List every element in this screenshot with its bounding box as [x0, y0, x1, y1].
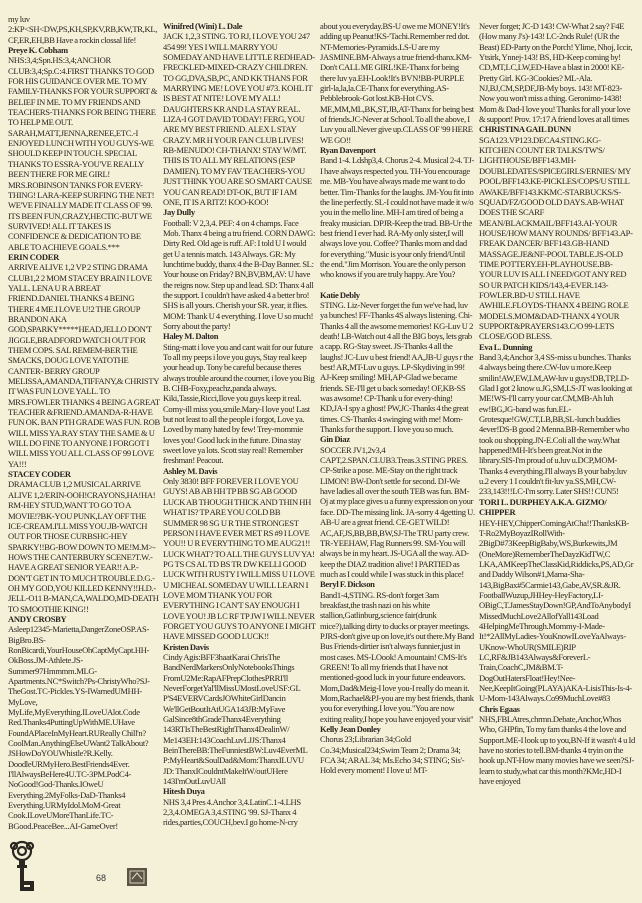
entry-text: Band1-4,STING. RS-don't forget 3am breakfast,the trash nazi on his white stallion,Gatlinburg,science fair(drunk mice?),talking dirty to ducks or prayer meetings. PJRS-don't give up on love,it's out there.My Band Bus Friends-dirtier isn't always funnier,just in most cases. MS-LOook! A mountain! CMS-It's GREEN! To all my friends that I have not mentioned-good luck in your future endeavors. Mom,Dad&Meig-I love you-I really do mean it. Mom,Rachael&PJ-you are my best friends, thank you for everything.I love you."You are now exiting reality,I hope you have enjoyed your visit" [320, 589, 474, 724]
senior-entry [320, 21, 475, 145]
entry-text: JACK 1,2,3 STING. TO RJ, I LOVE YOU 247 454 99! YES I WILL MARRY YOU SOMEDAY AND HAVE LITTLE REDHEAD-FRECKLED-MIXED-CRAZY CHILDREN. TO GG,DVA,SB,PC, AND KK THANS FOR MARRYING ME! LOVE YOU #73. KOHL IT IS BEST AT NITE! LOVE MY ALL! DAUGHTERS KR AND LA STAY REAL. LIZA-I GOT DAVID TODAY! FERG, YOU ARE MY BEST FRIEND. ALEX L STAY CRAZY. MR H YOUR FAN CLUB LIVES! RB-MENUDO! CH-THANX! STAY W/MT. THIS IS TO ALL MY RELATIONS (ESP DAMIEN). TO MY FAV TEACHERS-YOU JUST THINK YOU ARE SO SMART CAUSE YOU CAN READ! DT-OK, BUT IF I AM ONE, IT IS A RITZ! KOO-KOO! [163, 31, 315, 207]
student-name: ERIN CODER [8, 251, 59, 262]
senior-entry [8, 614, 161, 831]
student-name: Eva L. Dunning [479, 341, 533, 352]
spacer [320, 280, 475, 290]
student-name: TORI L. DURPHEY A.K.A. GIZMO/ CHIPPER [479, 496, 607, 518]
senior-entry [320, 290, 475, 435]
senior-entry [8, 14, 161, 45]
senior-entry [8, 469, 161, 614]
student-name: STACEY CODER [8, 469, 71, 480]
entry-text: NHS:3,4;Spn.HS:3,4;ANCHOR CLUB:3,4;Sp.C:4.FIRST THANKS TO GOD FOR HIS GUIDANCE OVER ME. TO MY FAMILY-THANKS FOR YOUR SUPPORT & BELIEF IN ME. TO MY FRIENDS AND TEACHERS-THANKS FOR BEING THERE TO HELP ME OUT. SARAH,MATT,JENNA,RENEE,ETC.-I ENJOYED LUNCH WITH YOU GUYS-WE SHOULD KEEP IN TOUCH. SPECIAL THANKS TO ESSRA-YOU'VE REALLY BEEN THERE FOR ME GIRL! MRS.ROBINSON TANKS FOR EVERY-THING! LARA-KEEP SURFING THE NET! WE'VE FINALLY MADE IT CLASS OF '99. ITS BEEN FUN,CRAZY,HECTIC-BUT WE SURVIVED! ALL IT TAKES IS CONFIDENCE & DEDICATION TO BE ABLE TO ACHIEVE GOALS.*** [8, 55, 158, 252]
student-name: Katie Debly [320, 289, 360, 300]
entry-text: HEY-HEY,ChipperComingAtCha!!ThanksKB-T-Ro2MyBoyazIRollWith-2BigD#73KeepBigBaby,WS,Burkewits,JM (OneMore)RememberTheDayzKidTW,C LKA,AMKeepTheClassKid,Riddicks,PS,AD,Grand Daddy Wilson#1,Mama-Sha-143,BigBax#5Carmie143,Gabe,AV,SR.&JR. FootballWuzup,JHHey-HeyFactory,LI-OBigC,T.JamesStayDown!GP,AndToAnybodyI MissedMuchLove2AllofYall143Load 4HelpingMeThrough.Mommy-I-Made-It!*2AllMyLadies-YouKnowILoveYaAlways-UKnow-WhoUR(SMILE)RIP LC,RF&JB143Always&ForeverL-Train,CoachC,JM&BM.T-DogOutHatersFloat!Hey!Nee-Nee,KeepItGoing(PLAYA)AKA-LisisThis-Is-4-U-Mom-143Always.Co99MuchLove#83 [479, 517, 634, 704]
antique-key-icon [6, 837, 66, 899]
entry-text: Football: V 2,3,4. PEF: 4 on 4 champs. Face Mob. Thanx 4 being a tru friend. CORN DAWG: Dirty Red. Old age is ruff. AF: I told U I would get U a tennis match. 143 Always. GR: My lunchtime buddy, thanx 4 the B-Day Banner. SL: Your house on Friday? BN,BV,BM,AV: U have the reigns now. Step up and lead. SD: Thanx 4 all the support. I couldn't have asked 4 a better bro! SHS is all yours. Cherish your SR. year, it flies. MOM: Thank U 4 everything. I love U so much! Sorry about the party! [163, 217, 316, 331]
column-4 [479, 21, 635, 786]
entry-text: Band 3,4;Anchor 3,4 SS-miss u bunches. Thanks 4 always being there.CW-luv u more.Keep smilin!AW,EW,LM,AW-luv u guys!DB,TP,LD-Glad I got 2 know u.JG,SM,LS-JT was looking at ME!WS-I'll carry your car.CM,MB-Ah luh ew!BG,JG-band was fun.EL-Grotesque!GW,CT,LB,BB,SL-lunch buddies 4ever!DS-B good 2 Menna.BB-Remember who took ou shopping.JN-E.Coli all the way.What happened!MH-It's been great.Not in the library.SIS-I'm proud of u.luv u.DCP,MOM-Thanks 4 everything.I'll always B your baby.luv u.2 every 1 I couldn't fit-luv ya.SS,MH,CW-233,143!!!LC-I'm sorry. Later SHS!! CUN5! [479, 352, 633, 497]
senior-entry [320, 434, 475, 579]
senior-entry [479, 497, 635, 704]
senior-entry [479, 21, 635, 124]
column-1 [8, 14, 161, 831]
entry-text: Sting-matt i love you and cant wait for our future To all my peeps i love you guys, Stay real keep your head up. Tony be careful because theres always trouble around the courner, i love you Big B. CHB-Foxy,peachz,panda always. Kiki,Tassie,Ricci,Ilove you guys keep it real. Corny-ill miss you,smile.Mary-I love you! Last but not least to all the people i forgot, Love ya. Loved by many hated by few! Trey-mommie loves you! Good luck in the future. Dina stay sweet love ya lots. Scott stay real! Remember freshman! Peacout. [163, 341, 315, 466]
student-name: Jay Dully [163, 207, 195, 218]
stamp-seal-icon [126, 867, 148, 887]
senior-entry [163, 207, 316, 331]
entry-text: Chorus 23;Librarian 34;Gold Co.34;Musical234;Swim Team 2; Drama 34; FCA 34; ARAL 34; Ms.Echo 34; STING; Sis'-Hold every moment! I love u! MT- [320, 734, 465, 776]
entry-text: about you everyday.BS-U owe me MONEY!It's adding up Peanut!KS-'Tachi.Remember red dot. NT-Memories-Pyramids.LS-U are my JASMINE.BM-Always a true friend-thanx.KM-Don't CALL ME GIRL!KE-Thanx for being there luv ya.EH-Look!It's BVN!BB-PURPLE girl-la,la,la.CE-Thanx for everything.AS-Pebblebrook-Got lost.KB-Hot CVS. ME,MM,ML,BK,ST,JB,AT-Thanx for being best of friends.JC-Never at School. To all the above, I Luv you all.Never give up.CLASS OF '99 HERE WE GO!! [320, 21, 474, 145]
student-name: Haley M. Dalton [163, 331, 219, 342]
entry-text: Only 3830! BFF FOREVER I LOVE YOU GUYS! AB AB HH TP BB SG AB GOOD LUCK AB THOUGH THICK AND THIN HH WHAT IS? TP ARE YOU COLD BB SUMMER 98 SG U R THE STRONGEST PERSON I HAVE EVER MET RS #9 I LOVE YOU!! U R EVERYTHING TO ME AUG21!! LUCK WHAT? TO ALL THE GUYS LUV YA! PG TS CS AL TD BS TR DW KELLI GOOD LUCK WITH RUSTY I WILL MISS U I LOVE U MICHEAL SOMEDAY U WILL LEARN I LOVE MOM THANK YOU FOR EVERYTHING I CAN'T SAY ENOUGH I LOVE YOU! JB LC RF TP JW I WILL NEVER FORGET YOU GUYS TO ANYONE I MIGHT HAVE MISSED GOOD LUCK!! [163, 476, 316, 642]
entry-text: NHS 3,4 Pres 4.Anchor 3,4.LatinC.1-4.LHS 2,3,4.OMEGA 3,4.STING '99. SJ-Thanx 4 rides,parties,COUCH,bev.I go home-N-cry [163, 796, 301, 828]
student-name: ANDY CROSBY [8, 613, 67, 624]
student-name: Ashley M. Davis [163, 465, 218, 476]
student-name: Preye K. Cobham [8, 45, 68, 56]
entry-text: NHS,FBLAtres,chrmn.Debate,Anchor,Whos Who, GHPfin, To my fam thanks 4 the love and Support.ME-I look up to you,BN-If it wasn't 4 u Id have no stories to tell.BM-thanks 4 tryin on the hook up.NT-How many movies have we seen?SJ-learn to study,what car this month?KMc,HD-I have enjoyed [479, 714, 636, 787]
senior-entry [320, 145, 475, 289]
column-3 [320, 21, 475, 776]
student-name: Gin Diaz [320, 434, 350, 445]
student-name: Chris Egaas [479, 703, 520, 714]
senior-entry [163, 466, 316, 642]
page-footer [6, 837, 166, 899]
senior-entry [320, 724, 475, 776]
student-name: Ryan Davenport [320, 145, 376, 156]
student-name: Beryl F. Dickson [320, 579, 375, 590]
senior-entry [163, 642, 316, 787]
entry-text: Asleep12345-Marietta,DangerZoneOSP.AS-BigBro.BS-RonBicardi,YourHouseOhCaptMyCapt.HH-OkBoss.JM-Athlete.JS-Summer97Hmmmm.MLG-Apartments.NC*Switch?Ps-ChristyWho?SJ-TheGost.TC-Pickles.YS-IWarnedUMHH-MyLove, MyLife,MyEverything.ILoveUAlot.Code Red.Thanks4PuttingUpWithME.UHave FoundAPlaceInMyHeart.RUReally Chill'n?CoolMan.AnythingElseUWant2 TalkAbout?JSHowDoYOUWhistle?R.Kelly. DoodleURMyHero.BestFriends4Ever. I'llAlwaysBeHere4U.TC-3PM.PodC4-NoGood!God-Thanks.IOweU Everything.2MyFolks-DaD-Thanks4 Everything.URMyIdol.MoM-Great Cook.ILoveUMoreThanLife.TC-BGood.PeaceBee...AI-GameOver! [8, 624, 150, 831]
student-name: Kelly Jean Donley [320, 724, 381, 735]
entry-text: STING. Liz-Never forget the fun we've had, luv ya bunches! FF-Thanks 4S always listening. Chi-Thanks 4 all the awsome memories! KG-Luv U 2 death! LB-Watch out 4 all the BIG boys, lets grab a capp. RG-Stay sweet. JS-Thanks 4 all the laughs! JC-Luv u best friend! AA,JB-U guys r the best! AR,MT-Luv u guys. LP-Skydiving in 99! AJ-Keep smiling! MH,AP-Glad we became friends. SE-I'll get u back someday! OF,KB-SS was awsome! CP-Thank u for every-thing! KD,JA-I spy a ghost! PW,JC-Thanks 4 the great times. CS-Thanks 4 swinging with me! Mom-Thanks for the support. I love you so much. [320, 299, 474, 435]
senior-entry [163, 21, 316, 207]
student-name: Kristen Davis [163, 641, 209, 652]
senior-entry [8, 252, 161, 469]
entry-text: ARRIVE ALIVE 1,2 VP 2 STING DRAMA CLUB1,2 2 MOM STACEY BRAIN I LOVE YALL. LENA U R A BREAT FRIEND.DANIEL THANKS 4 BEING THERE 4 ME.I LOVE U!2 THE GROUP BRANDON AKA GOD,SPARKY*****HEAD,JELLO DON'T JIGGLE,BRADFORD WATCH OUT FOR THEM COPS. SAL REMEM-BER THE SMACKS, DOUG LOVE YATOTHE CANTER- BERRY GROUP MELISSA,AMANDA,TIFFANY,& CHRISTY IT WAS FUN LOVE YALL. TO MRS.FOWLER THANKS 4 BEING A GREAT TEACHER &FRIEND.AMANDA-R-HAVE FUN OK. BAN PTH GRADE WAS FUN. ROB WILL MISS YA.RAY STAY THE SAME & U WILL DO FINE TO ANYONE I FORGOT I WILL MISS YOU ALL CLASS OF 99 LOVE YA!!! [8, 262, 160, 469]
senior-entry [320, 579, 475, 724]
student-name: Hitesh Duya [163, 786, 205, 797]
student-name: Winifred (Wini) L. Dale [163, 21, 243, 31]
column-2 [163, 21, 316, 828]
student-name: CHRISTINA GAIL DUNN [479, 124, 571, 135]
page-number: 68 [96, 873, 107, 883]
entry-text: my luv 2:KP<SH<DW,PS,KH,SP,KV,RB,KW,TR,KL,CF,ER,EH,BB Have a rockin clossal life! [8, 14, 158, 45]
entry-text: DRAMA CLUB 1,2 MUSICAL ARRIVE ALIVE 1,2/ERIN-OOH!CRAYONS,HA!HA! RM-HEY STUD,WANT TO GO TO A MOVIE!?BK-YOU PUNK,LAY OFF THE ICE-CREAM.I'LL MISS YOU.JB-WATCH OUT FOR THOSE CURBSHC-HEY SPARKY!!BG-BOW DOWN TO ME!M.M>-HOWS THE CANTERBURY SCENE?T.W.-HAVE A GREAT SENIOR YEAR!! A.P.-DON'T GET IN TO MUCH TROUBLE.D.G.-OH MY GOD,YOU KILLED KENNY!!H.D.-JELL-O11 B-MAN,CA,WALDO,MD-DEATH TO SMOOTHIE KING!! [8, 479, 159, 614]
entry-text: SGA123.VP123.DECA4.STING.KG-KITCHEN COUNT ER TALKS/TW'S/ LIGHTHOUSE/BFF143.MH-DOUBLEDATES/SPICEGIRLS/ERNIES/ MY POOL/BFF143.KE-PICKLES/COPS/U STILL AWAKE/BFF143.KKMC-STARBUCKS/S-SQUAD/FZ/GOOD OLD DAYS.AB-WHAT DOES THE SCARF MEAN/BLACKMAIL/BFF143.AI-YOUR HOUSE/HOW MANY ROUNDS/ BFF143.AP-FREAK DANCER/ BFF143.GB-HAND MASSAGE.JE&NF-POOL TABLE.JS-OLD TIME POTTERY.EH-PLAYHOUSE.BB-YOUR LUV IS ALL I NEED/GOT ANY RED SO UR PATCH KIDS/143,4-EVER.143-FOWLER.BD-U STILL HAVE AWHILE.FLOYDS-THANX 4 BEING ROLE MODELS.MOM&DAD-THANX 4 YOUR SUPPORT&PRAYERS143.C/O 99-LETS CLOSE/GOD BLESS. [479, 134, 633, 342]
senior-entry [163, 786, 316, 827]
entry-text: Band 1-4. Ldshp3,4. Chorus 2-4. Musical 2-4. TJ-I have always respected you. TH-You encourage me. MB-You have always made me want to do better. Tim-Thanks for the laughs. JM-You fit into the line perfectly. SL-I could not have made it w/o you in the mello line. MH-I am tired of being a freaky musician. DPJR-Keep the trad. BB-Ur the best friend I ever had. RA-My only sister,I will always love you. Coffee? Thanks mom and dad for everything."Music is your only friend/Until the end."Jim Morrison. You are the only person who knows if you are truly happy. Are You? [320, 155, 475, 280]
senior-entry [479, 342, 635, 497]
entry-text: Cindy Agis:BFF3haatKarai ChrisThe BandNerdMarkersOnlyNotebooksThings FromU2Me:RapAFPrepClothesPRRI'll NeverForgetYal'llMissUMostLoveUSF:GL P'S4EVERVCardsJOWhiteGirlDancin We'llGetBoutItAtUGA143JB:MyFave GalSince8thGradeThanx4Everything 143RTIsTheBestRightThanx4DealinW/ Me143EH:143CoachLuvLJJS:Thanx4 BeinThereBB:TheFunniestBW:Luv4EverML P:MyHeart&SoulDad&Mom:ThanxILUVU JD: ThanxICouldntMakeItW/outUHere 143I'mOutLuvUAll [163, 651, 308, 787]
entry-text: Never forget; JC-D 143! CW-What 2 say? F4E (How many J's)-143! LC-2nds Rule! (UR the Beast) ED-Party on the Porch! Ylime, Nhoj, Iccir, Ytsirk, Ynnej-143! BS, HD-Keep coming by! CD,MT,LC,LW,ED-Have a blast in 2000! KE-Pretty Girl. KG-3Cookies? ML-Ala. NJ,BJ,CM,SP,DF,JB-My boys. 143! MT-823-Now you won't miss a thing. Geronimo-1438! Mom & Dad-I love you! Thanks for all your love & support! Prov. 17:17 A friend loves at all times [479, 21, 633, 125]
entry-text: SOCCER JV1,2v3,4 CAPT,2.SPAN.CLUB3.Treas.3.STING PRES. CP-Strike a pose. ME-Stay on the right track LIMON! BW-Don't settle for second. DJ-We have ladies all over the south TEB was fun. BM-Oj at my place gives u a funny expression on your face. DD-The missing link. JA-sorry 4 4getting U. AB-U are a great friend. CE-GET WILD! AC,AF,JS,BB,BB,BW,SJ-The TRU party crew. TR-YEEHAW, Flag Runners 99. SM-You will always be in my heart. JS-UGA all the way. AD-keep the DIAZ tradition alive! I PARTIED as much as I could while I was stuck in this place! [320, 444, 475, 579]
senior-entry [8, 45, 161, 252]
senior-entry [479, 704, 635, 787]
senior-entry [163, 331, 316, 465]
senior-entry [479, 124, 635, 341]
